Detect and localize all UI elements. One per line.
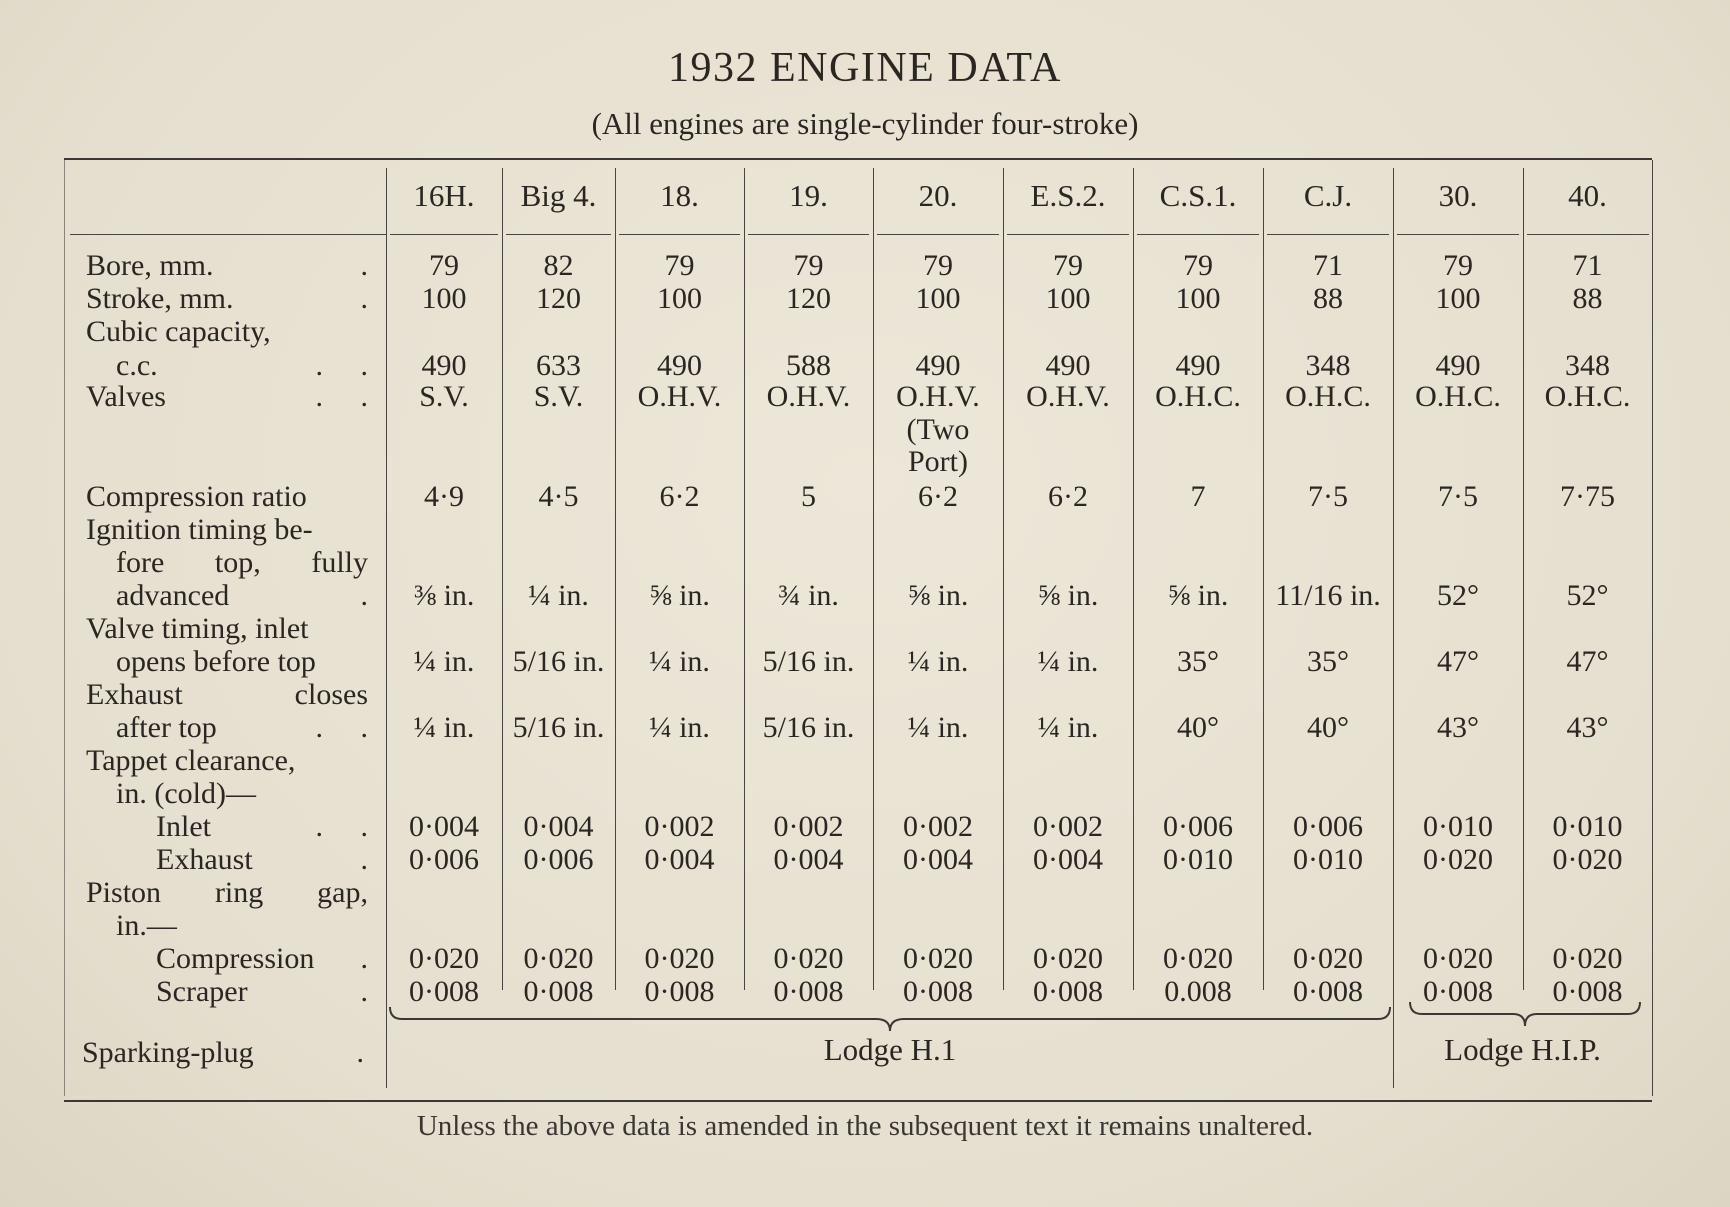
header-rule [748,234,869,235]
row-label-capacity: Cubic capacity, [86,315,271,348]
row-label-tappet-2: in. (cold)— [116,777,256,810]
column-header: 40. [1568,178,1607,213]
cell-ring-compression: 0·020 [644,942,715,975]
cell-stroke: 100 [1175,282,1221,315]
plug-lodge-h1: Lodge H.1 [823,1032,957,1067]
header-rule [1397,234,1519,235]
row-label-ignition-3: advanced . [116,579,368,612]
cell-tappet-exhaust: 0·010 [1293,843,1363,876]
plug-lodge-hip: Lodge H.I.P. [1444,1032,1601,1067]
cell-ignition: ⅝ in. [649,579,710,612]
row-label-plug: Sparking-plug . [82,1036,364,1069]
table-right-edge [1652,160,1653,1096]
page-title: 1932 ENGINE DATA [668,45,1062,91]
cell-bore: 79 [1183,249,1213,282]
row-label-inlet-opens-2: opens before top [116,645,316,678]
cell-valves: O.H.C. [1544,380,1631,413]
page-subtitle: (All engines are single-cylinder four-stroke) [591,106,1139,141]
cell-exhaust-closes: 43° [1437,711,1479,744]
cell-bore: 79 [429,249,459,282]
cell-compression-ratio: 7·5 [1308,480,1348,513]
cell-tappet-inlet: 0·002 [773,810,844,843]
cell-tappet-exhaust: 0·004 [903,843,973,876]
cell-stroke: 120 [536,282,581,315]
header-rule [390,234,498,235]
cell-ring-compression: 0·020 [1163,942,1233,975]
column-header: Big 4. [520,178,597,213]
row-label-ignition-2: fore top, fully [116,546,368,579]
valves-note: Port) [908,445,968,478]
cell-valves: O.H.C. [1155,380,1241,413]
row-label-stroke: Stroke, mm. . [86,282,368,315]
cell-compression-ratio: 4·5 [538,480,579,513]
cell-tappet-exhaust: 0·020 [1423,843,1493,876]
cell-inlet-opens: ¼ in. [1037,645,1099,678]
row-label-tappet-exhaust: Exhaust . [156,843,368,876]
valves-note: (Two [906,413,970,446]
cell-tappet-exhaust: 0·006 [523,843,594,876]
cell-ring-compression: 0·020 [523,942,594,975]
column-header: 18. [660,178,699,213]
cell-capacity: 348 [1565,349,1610,382]
brace-lodge-hip [1408,1000,1642,1030]
cell-inlet-opens: 47° [1437,645,1479,678]
header-rule [70,234,386,235]
cell-stroke: 100 [915,282,961,315]
row-label-exhaust-closes: Exhaust closes [86,678,368,711]
cell-exhaust-closes: 5/16 in. [762,711,855,744]
cell-bore: 79 [1443,249,1473,282]
cell-valves: O.H.V. [766,380,851,413]
cell-ring-scraper: 0·008 [903,975,973,1008]
cell-compression-ratio: 4·9 [424,480,464,513]
row-label-capacity-unit: c.c. . . [116,349,368,382]
cell-ignition: 11/16 in. [1275,579,1381,612]
cell-ring-compression: 0·020 [773,942,844,975]
cell-stroke: 88 [1572,282,1603,315]
cell-tappet-exhaust: 0·004 [773,843,844,876]
cell-bore: 71 [1313,249,1343,282]
cell-exhaust-closes: ¼ in. [1037,711,1099,744]
header-rule [619,234,740,235]
cell-capacity: 588 [786,349,831,382]
cell-capacity: 490 [915,349,961,382]
cell-tappet-inlet: 0·006 [1293,810,1363,843]
cell-ring-scraper: 0·008 [1293,975,1363,1008]
cell-capacity: 490 [421,349,467,382]
cell-valves: O.H.C. [1285,380,1371,413]
row-label-ring-gap: Piston ring gap, [86,876,368,909]
cell-tappet-inlet: 0·002 [644,810,715,843]
cell-tappet-exhaust: 0·010 [1163,843,1233,876]
cell-ring-compression: 0·020 [1552,942,1623,975]
row-label-ring-scraper: Scraper . [156,975,368,1008]
column-header: 20. [918,178,958,213]
cell-ignition: ¼ in. [528,579,589,612]
cell-compression-ratio: 6·2 [659,480,700,513]
cell-tappet-inlet: 0·002 [1033,810,1103,843]
cell-valves: O.H.V. [896,380,980,413]
cell-compression-ratio: 5 [801,480,816,513]
header-rule [1267,234,1389,235]
header-rule [506,234,611,235]
cell-tappet-inlet: 0·002 [903,810,973,843]
cell-ignition: 52° [1566,579,1609,612]
cell-stroke: 100 [1435,282,1481,315]
cell-ring-scraper: 0·008 [523,975,594,1008]
cell-valves: O.H.V. [1026,380,1110,413]
cell-ring-scraper: 0·008 [773,975,844,1008]
cell-compression-ratio: 7·75 [1560,480,1615,513]
row-label-ring-gap-2: in.— [116,909,177,942]
cell-ignition: ⅝ in. [1037,579,1099,612]
cell-capacity: 490 [1175,349,1221,382]
cell-tappet-inlet: 0·004 [409,810,479,843]
cell-ignition: ⅜ in. [413,579,475,612]
cell-valves: S.V. [419,380,469,413]
cell-ring-compression: 0·020 [1033,942,1103,975]
cell-stroke: 100 [657,282,702,315]
cell-bore: 79 [1053,249,1083,282]
column-header: 30. [1438,178,1478,213]
cell-tappet-exhaust: 0·020 [1552,843,1623,876]
row-label-inlet-opens: Valve timing, inlet [86,612,309,645]
column-header: E.S.2. [1030,178,1106,213]
cell-ring-compression: 0·020 [1423,942,1493,975]
cell-capacity: 490 [1045,349,1091,382]
cell-exhaust-closes: 5/16 in. [512,711,605,744]
cell-tappet-exhaust: 0·004 [644,843,715,876]
cell-bore: 79 [664,249,695,282]
header-rule [877,234,999,235]
header-rule [1527,234,1649,235]
row-label-compression-ratio: Compression ratio [86,480,307,513]
cell-inlet-opens: 47° [1566,645,1609,678]
row-label-ring-compression: Compression . [156,942,368,975]
cell-ring-scraper: 0·008 [1033,975,1103,1008]
cell-inlet-opens: ¼ in. [413,645,475,678]
cell-ignition: ⅝ in. [1167,579,1229,612]
cell-capacity: 490 [657,349,702,382]
cell-tappet-inlet: 0·010 [1423,810,1493,843]
cell-tappet-inlet: 0·010 [1552,810,1623,843]
table-left-edge [64,160,65,1096]
cell-ignition: ⅝ in. [907,579,969,612]
row-label-tappet-inlet: Inlet . . [156,810,368,843]
cell-ignition: 52° [1437,579,1479,612]
cell-stroke: 100 [421,282,467,315]
cell-inlet-opens: ¼ in. [649,645,710,678]
cell-exhaust-closes: ¼ in. [649,711,710,744]
brace-lodge-h1 [388,1005,1392,1035]
cell-compression-ratio: 7·5 [1438,480,1478,513]
cell-tappet-exhaust: 0·006 [409,843,479,876]
cell-ring-scraper: 0·008 [1423,975,1493,1008]
header-rule [1137,234,1259,235]
row-label-exhaust-closes-2: after top . . [116,711,368,744]
cell-compression-ratio: 6·2 [918,480,958,513]
row-label-valves: Valves . . [86,380,368,413]
cell-bore: 79 [793,249,824,282]
cell-exhaust-closes: 43° [1566,711,1609,744]
cell-ring-compression: 0·020 [409,942,479,975]
cell-tappet-inlet: 0·004 [523,810,594,843]
cell-compression-ratio: 6·2 [1048,480,1088,513]
cell-exhaust-closes: 40° [1177,711,1219,744]
cell-capacity: 633 [536,349,581,382]
cell-capacity: 490 [1435,349,1481,382]
cell-bore: 71 [1572,249,1603,282]
column-header: 16H. [413,178,475,213]
cell-exhaust-closes: ¼ in. [413,711,475,744]
cell-stroke: 88 [1313,282,1343,315]
cell-ring-scraper: 0·008 [1552,975,1623,1008]
cell-tappet-exhaust: 0·004 [1033,843,1103,876]
cell-compression-ratio: 7 [1190,480,1206,513]
cell-stroke: 100 [1045,282,1091,315]
cell-ring-compression: 0·020 [903,942,973,975]
footer-note: Unless the above data is amended in the subsequent text it remains unaltered. [416,1110,1314,1142]
cell-ring-scraper: 0.008 [1164,975,1232,1008]
header-rule [1007,234,1129,235]
cell-inlet-opens: 35° [1177,645,1219,678]
cell-inlet-opens: ¼ in. [907,645,969,678]
row-label-ignition: Ignition timing be- [86,513,313,546]
cell-inlet-opens: 35° [1307,645,1349,678]
column-header: C.S.1. [1159,178,1237,213]
cell-bore: 82 [543,249,574,282]
row-label-tappet: Tappet clearance, [86,744,296,777]
cell-exhaust-closes: 40° [1307,711,1349,744]
cell-valves: O.H.C. [1415,380,1501,413]
cell-capacity: 348 [1305,349,1351,382]
cell-exhaust-closes: ¼ in. [907,711,969,744]
cell-ring-scraper: 0·008 [409,975,479,1008]
cell-ignition: ¾ in. [778,579,839,612]
cell-valves: S.V. [533,380,584,413]
cell-bore: 79 [923,249,953,282]
column-header: C.J. [1303,178,1353,213]
cell-ring-compression: 0·020 [1293,942,1363,975]
column-header: 19. [789,178,828,213]
cell-inlet-opens: 5/16 in. [762,645,855,678]
row-label-bore: Bore, mm. . [86,249,368,282]
cell-valves: O.H.V. [637,380,722,413]
cell-tappet-inlet: 0·006 [1163,810,1233,843]
cell-ring-scraper: 0·008 [644,975,715,1008]
cell-stroke: 120 [786,282,831,315]
cell-inlet-opens: 5/16 in. [512,645,605,678]
